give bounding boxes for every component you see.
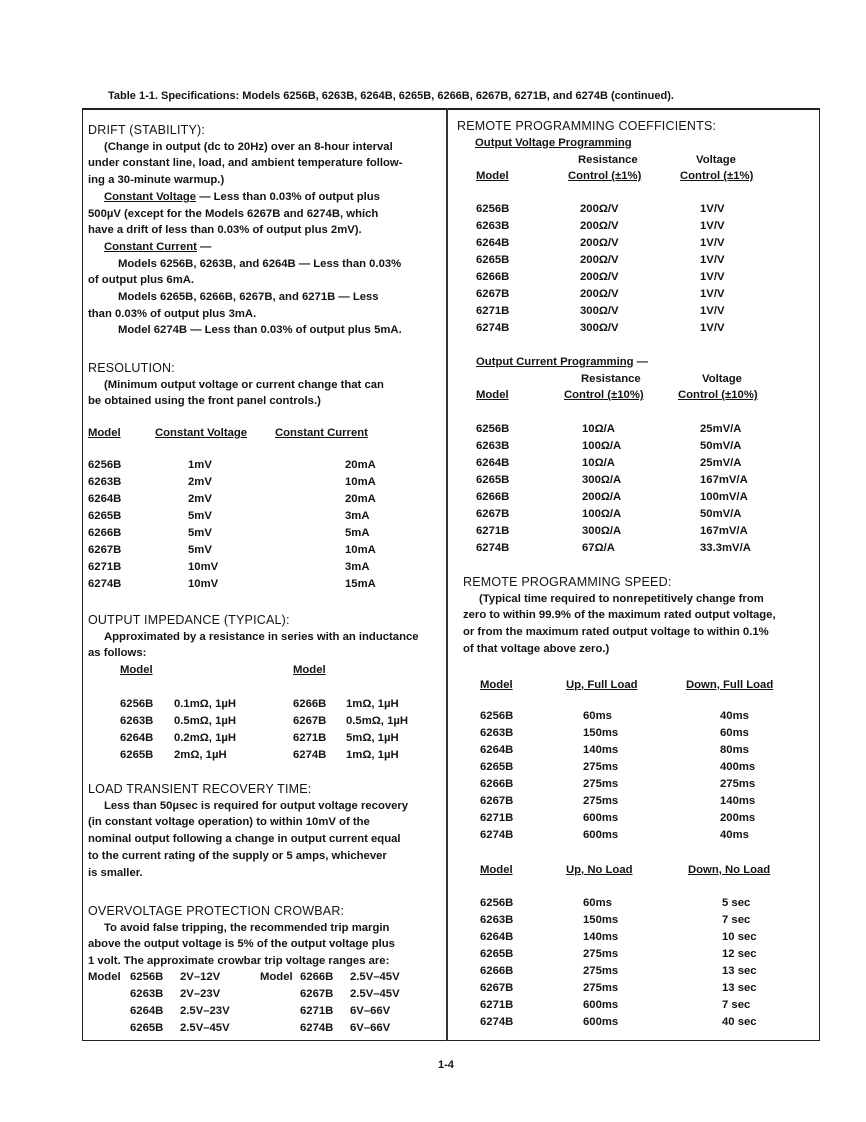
table-cell: 0.1mΩ, 1µH	[174, 698, 237, 710]
table-row	[476, 252, 816, 269]
header-down-full-load: Down, Full Load	[686, 679, 774, 691]
table-cell: 5mA	[345, 527, 370, 539]
table-cell: 6263B	[130, 988, 164, 1000]
table-cell: 6265B	[476, 254, 510, 266]
table-row	[88, 576, 438, 593]
impedance-heading: OUTPUT IMPEDANCE (TYPICAL):	[88, 613, 290, 627]
table-cell: 10mA	[345, 476, 376, 488]
table-cell: 6271B	[293, 732, 327, 744]
table-row	[480, 827, 810, 844]
table-cell: 300Ω/A	[582, 525, 622, 537]
table-row	[480, 793, 810, 810]
text-line: Model 6274B — Less than 0.03% of output plus 5mA.	[118, 324, 402, 337]
table-row	[476, 421, 816, 438]
table-cell: 0.2mΩ, 1µH	[174, 732, 237, 744]
cv-label: Constant Voltage	[104, 190, 197, 203]
header-cc: Constant Current	[275, 427, 368, 439]
text-line: 500µV (except for the Models 6267B and 6274B, which	[88, 207, 379, 220]
table-cell: 100Ω/A	[582, 508, 622, 520]
text-line: (Minimum output voltage or current change that can	[104, 378, 384, 391]
table-cell: 10 sec	[722, 931, 757, 943]
table-cell: 10mV	[188, 578, 219, 590]
text-line: Less than 50µsec is required for output voltage recovery	[104, 799, 409, 812]
header-resistance-control: Control (±1%)	[568, 170, 642, 182]
transient-section	[88, 781, 438, 881]
table-cell: 6266B	[88, 527, 122, 539]
table-cell: 167mV/A	[700, 474, 748, 486]
table-cell: 1V/V	[700, 254, 725, 266]
table-cell: 10mV	[188, 561, 219, 573]
table-row	[480, 929, 810, 946]
table-cell: 10Ω/A	[582, 457, 615, 469]
table-cell: 275ms	[583, 761, 619, 773]
crowbar-table	[88, 969, 438, 1037]
header-voltage: Voltage	[696, 154, 736, 166]
table-cell: 60ms	[583, 897, 612, 909]
table-row	[480, 708, 810, 725]
table-cell: 1V/V	[700, 220, 725, 232]
text-line: —	[196, 240, 212, 253]
text-line: — Less than 0.03% of output plus	[196, 190, 380, 203]
table-cell: 200Ω/V	[580, 203, 619, 215]
header-resistance: Resistance	[581, 373, 641, 385]
table-cell: 6264B	[476, 457, 510, 469]
table-row	[476, 438, 816, 455]
current-programming-subheading-wrap	[476, 354, 648, 371]
text-line: Models 6256B, 6263B, and 6264B — Less than 0.03%	[118, 257, 402, 270]
table-cell: 15mA	[345, 578, 376, 590]
table-cell: 1mV	[188, 459, 212, 471]
table-cell: 6265B	[476, 474, 510, 486]
table-cell: 6267B	[476, 508, 510, 520]
table-cell: 150ms	[583, 727, 619, 739]
table-row	[476, 540, 816, 557]
table-row	[476, 218, 816, 235]
table-row	[88, 457, 438, 474]
table-cell: 6263B	[88, 476, 122, 488]
table-cell: 275ms	[583, 795, 619, 807]
table-cell: 25mV/A	[700, 457, 742, 469]
table-header	[476, 387, 816, 404]
table-row	[88, 1003, 438, 1020]
table-cell: 6267B	[480, 795, 514, 807]
table-cell: 600ms	[583, 999, 619, 1011]
table-row	[88, 559, 438, 576]
text-line: (Change in output (dc to 20Hz) over an 8-hour interval	[104, 140, 393, 153]
table-row	[88, 474, 438, 491]
table-cell: 2mV	[188, 493, 212, 505]
table-cell: 12 sec	[722, 948, 757, 960]
table-cell: 6265B	[88, 510, 122, 522]
table-cell: 2.5V–45V	[180, 1022, 230, 1034]
table-row	[480, 776, 810, 793]
table-cell: 25mV/A	[700, 423, 742, 435]
table-cell: 6263B	[476, 440, 510, 452]
header-model: Model	[120, 664, 153, 676]
table-cell: 167mV/A	[700, 525, 748, 537]
table-cell: 6264B	[480, 931, 514, 943]
table-cell: 40ms	[720, 829, 749, 841]
table-cell: 200Ω/V	[580, 254, 619, 266]
table-row	[480, 963, 810, 980]
model-label: Model	[260, 971, 293, 983]
header-cv: Constant Voltage	[155, 427, 248, 439]
table-header-top	[476, 152, 816, 168]
text-line: as follows:	[88, 647, 147, 660]
table-cell: 5mV	[188, 544, 212, 556]
table-cell: 7 sec	[722, 999, 751, 1011]
table-row	[476, 523, 816, 540]
table-cell: 6274B	[476, 542, 510, 554]
table-cell: 6256B	[480, 897, 514, 909]
table-cell: 6271B	[480, 999, 514, 1011]
text-line: of output plus 6mA.	[88, 274, 195, 287]
table-cell: 6271B	[88, 561, 122, 573]
table-cell: 6256B	[476, 423, 510, 435]
table-cell: 6V–66V	[350, 1022, 391, 1034]
table-row	[476, 506, 816, 523]
table-cell: 1V/V	[700, 203, 725, 215]
speed-section	[463, 574, 818, 658]
table-cell: 6265B	[480, 761, 514, 773]
table-row	[476, 489, 816, 506]
table-row	[476, 269, 816, 286]
table-title: Table 1-1. Specifications: Models 6256B, 6263B, 6264B, 6265B, 6266B, 6267B, 6271B, and 6274B (continued).	[108, 90, 674, 102]
table-cell: 6267B	[300, 988, 334, 1000]
table-cell: 5mV	[188, 527, 212, 539]
table-cell: 6264B	[130, 1005, 164, 1017]
table-cell: 80ms	[720, 744, 749, 756]
table-row	[476, 235, 816, 252]
voltage-programming-table	[476, 152, 816, 337]
table-cell: 50mV/A	[700, 508, 742, 520]
table-cell: 600ms	[583, 812, 619, 824]
table-row	[88, 525, 438, 542]
table-cell: 6267B	[476, 288, 510, 300]
table-cell: 6271B	[480, 812, 514, 824]
table-cell: 2mΩ, 1µH	[174, 749, 227, 761]
table-cell: 6271B	[476, 305, 510, 317]
page-number: 1-4	[438, 1059, 454, 1071]
text-line: be obtained using the front panel controls.)	[88, 395, 321, 408]
table-cell: 6263B	[120, 715, 154, 727]
header-down-no-load: Down, No Load	[688, 864, 771, 876]
header-up-no-load: Up, No Load	[566, 864, 633, 876]
table-cell: 200Ω/V	[580, 271, 619, 283]
table-cell: 13 sec	[722, 982, 757, 994]
table-row	[480, 725, 810, 742]
table-cell: 0.5mΩ, 1µH	[346, 715, 409, 727]
table-cell: 6267B	[480, 982, 514, 994]
table-cell: 1V/V	[700, 288, 725, 300]
table-row	[476, 455, 816, 472]
header-model: Model	[480, 864, 513, 876]
table-row	[476, 320, 816, 337]
table-cell: 140ms	[720, 795, 756, 807]
table-row	[480, 759, 810, 776]
cc-label: Constant Current	[104, 240, 197, 253]
model-label: Model	[88, 971, 121, 983]
text-line: (Typical time required to nonrepetitively change from	[479, 592, 764, 605]
header-up-full-load: Up, Full Load	[566, 679, 638, 691]
table-row	[480, 742, 810, 759]
text-line: than 0.03% of output plus 3mA.	[88, 307, 257, 320]
table-cell: 275ms	[583, 965, 619, 977]
header-model: Model	[480, 679, 513, 691]
header-voltage-control: Control (±1%)	[680, 170, 754, 182]
table-row	[476, 303, 816, 320]
table-cell: 6263B	[480, 727, 514, 739]
speed-full-load-table	[480, 677, 810, 844]
table-row	[88, 1020, 438, 1037]
text-line: nominal output following a change in output current equal	[88, 833, 401, 846]
table-cell: 6265B	[120, 749, 154, 761]
table-cell: 1V/V	[700, 305, 725, 317]
table-row	[480, 912, 810, 929]
table-cell: 275ms	[720, 778, 756, 790]
text-line: (in constant voltage operation) to within 10mV of the	[88, 816, 370, 829]
table-cell: 140ms	[583, 744, 619, 756]
table-cell: 275ms	[583, 778, 619, 790]
table-row	[480, 980, 810, 997]
table-row	[480, 895, 810, 912]
header-resistance: Resistance	[578, 154, 638, 166]
table-cell: 200ms	[720, 812, 756, 824]
text-line: 1 volt. The approximate crowbar trip voltage ranges are:	[88, 955, 390, 968]
table-cell: 6274B	[293, 749, 327, 761]
table-cell: 6264B	[476, 237, 510, 249]
table-cell: 6263B	[480, 914, 514, 926]
speed-heading: REMOTE PROGRAMMING SPEED:	[463, 575, 672, 589]
table-cell: 2mV	[188, 476, 212, 488]
current-programming-table	[476, 371, 816, 557]
impedance-section	[88, 612, 438, 662]
table-cell: 100mV/A	[700, 491, 748, 503]
table-cell: 13 sec	[722, 965, 757, 977]
table-cell: 7 sec	[722, 914, 751, 926]
table-row	[476, 201, 816, 218]
table-header	[88, 425, 438, 442]
text-line: have a drift of less than 0.03% of output plus 2mV).	[88, 224, 362, 237]
table-cell: 3mA	[345, 510, 370, 522]
table-header-top	[476, 371, 816, 387]
text-line: is smaller.	[88, 866, 143, 879]
crowbar-heading: OVERVOLTAGE PROTECTION CROWBAR:	[88, 904, 345, 918]
table-cell: 33.3mV/A	[700, 542, 751, 554]
table-cell: 6256B	[476, 203, 510, 215]
resolution-section	[88, 360, 438, 410]
table-cell: 60ms	[583, 710, 612, 722]
table-cell: 275ms	[583, 982, 619, 994]
table-header	[476, 168, 816, 185]
table-row	[88, 491, 438, 508]
text-line: To avoid false tripping, the recommended trip margin	[104, 921, 390, 934]
resolution-heading: RESOLUTION:	[88, 361, 175, 375]
table-cell: 6264B	[88, 493, 122, 505]
text-line: Models 6265B, 6266B, 6267B, and 6271B — Less	[118, 291, 379, 304]
table-cell: 300Ω/A	[582, 474, 622, 486]
coefficients-section	[457, 118, 817, 151]
table-cell: 100Ω/A	[582, 440, 622, 452]
speed-full-load-rows	[480, 708, 810, 844]
text-line: Approximated by a resistance in series with an inductance	[104, 630, 419, 643]
table-cell: 20mA	[345, 493, 376, 505]
table-cell: 6V–66V	[350, 1005, 391, 1017]
table-row	[476, 472, 816, 489]
transient-heading: LOAD TRANSIENT RECOVERY TIME:	[88, 782, 312, 796]
table-cell: 10Ω/A	[582, 423, 615, 435]
table-cell: 6263B	[476, 220, 510, 232]
header-model: Model	[476, 170, 509, 182]
table-cell: 6274B	[300, 1022, 334, 1034]
table-cell: 5 sec	[722, 897, 751, 909]
table-cell: 1V/V	[700, 271, 725, 283]
resolution-table	[88, 425, 438, 593]
table-header	[480, 677, 810, 694]
table-cell: 275ms	[583, 948, 619, 960]
text-line: to the current rating of the supply or 5 amps, whichever	[88, 849, 387, 862]
table-cell: 0.5mΩ, 1µH	[174, 715, 237, 727]
table-row	[480, 997, 810, 1014]
table-cell: 6265B	[480, 948, 514, 960]
table-cell: 3mA	[345, 561, 370, 573]
table-cell: 150ms	[583, 914, 619, 926]
text-line: above the output voltage is 5% of the output voltage plus	[88, 938, 395, 951]
table-row	[88, 508, 438, 525]
table-cell: 6267B	[293, 715, 327, 727]
table-row	[88, 713, 438, 730]
table-row	[480, 810, 810, 827]
table-cell: 300Ω/V	[580, 322, 619, 334]
table-cell: 6274B	[88, 578, 122, 590]
table-row	[88, 986, 438, 1003]
table-cell: 600ms	[583, 829, 619, 841]
table-cell: 2V–23V	[180, 988, 221, 1000]
table-cell: 10mA	[345, 544, 376, 556]
text-line: or from the maximum rated output voltage to within 0.1%	[463, 626, 769, 639]
table-cell: 200Ω/V	[580, 220, 619, 232]
table-cell: 1V/V	[700, 322, 725, 334]
coefficients-heading: REMOTE PROGRAMMING COEFFICIENTS:	[457, 119, 717, 133]
table-row	[88, 696, 438, 713]
table-cell: 6256B	[88, 459, 122, 471]
table-row	[88, 542, 438, 559]
table-cell: 6266B	[480, 965, 514, 977]
voltage-programming-rows	[476, 201, 816, 337]
resolution-rows	[88, 457, 438, 593]
drift-heading: DRIFT (STABILITY):	[88, 123, 206, 137]
header-model: Model	[476, 389, 509, 401]
table-cell: 6266B	[300, 971, 334, 983]
text-line: of that voltage above zero.)	[463, 642, 610, 655]
table-cell: 200Ω/V	[580, 288, 619, 300]
table-cell: 6266B	[476, 271, 510, 283]
table-cell: 6266B	[480, 778, 514, 790]
table-cell: 2.5V–23V	[180, 1005, 230, 1017]
header-model: Model	[293, 664, 326, 676]
table-cell: 5mV	[188, 510, 212, 522]
table-cell: 6274B	[480, 1016, 514, 1028]
table-cell: 6274B	[480, 829, 514, 841]
table-cell: 200Ω/A	[582, 491, 622, 503]
crowbar-rows	[88, 969, 438, 1037]
speed-no-load-table	[480, 862, 810, 1031]
table-cell: 6271B	[300, 1005, 334, 1017]
table-cell: 50mV/A	[700, 440, 742, 452]
drift-section	[88, 122, 438, 339]
current-programming-subheading: Output Current Programming	[476, 356, 634, 368]
voltage-programming-subheading: Output Voltage Programming	[475, 136, 632, 149]
table-cell: 40ms	[720, 710, 749, 722]
table-cell: 6271B	[476, 525, 510, 537]
table-cell: 1mΩ, 1µH	[346, 749, 399, 761]
table-row	[480, 1014, 810, 1031]
table-cell: 6266B	[476, 491, 510, 503]
table-row	[476, 286, 816, 303]
table-cell: 40 sec	[722, 1016, 757, 1028]
table-cell: 6264B	[480, 744, 514, 756]
table-cell: 140ms	[583, 931, 619, 943]
table-row	[480, 946, 810, 963]
column-divider	[446, 108, 448, 1041]
table-cell: 20mA	[345, 459, 376, 471]
table-cell: 2.5V–45V	[350, 971, 400, 983]
speed-no-load-rows	[480, 895, 810, 1031]
table-cell: 6266B	[293, 698, 327, 710]
table-cell: 400ms	[720, 761, 756, 773]
table-row	[88, 747, 438, 764]
table-cell: 6274B	[476, 322, 510, 334]
table-cell: 1mΩ, 1µH	[346, 698, 399, 710]
table-header	[480, 862, 810, 879]
table-cell: 67Ω/A	[582, 542, 615, 554]
crowbar-section	[88, 903, 438, 970]
table-row	[88, 730, 438, 747]
current-programming-rows	[476, 421, 816, 557]
table-cell: 6256B	[130, 971, 164, 983]
header-model: Model	[88, 427, 121, 439]
table-cell: 5mΩ, 1µH	[346, 732, 399, 744]
table-row	[88, 969, 438, 986]
header-voltage-control: Control (±10%)	[678, 389, 758, 401]
table-cell: 300Ω/V	[580, 305, 619, 317]
table-cell: 200Ω/V	[580, 237, 619, 249]
header-resistance-control: Control (±10%)	[564, 389, 644, 401]
table-cell: 1V/V	[700, 237, 725, 249]
table-cell: 600ms	[583, 1016, 619, 1028]
impedance-table	[88, 662, 438, 764]
text-line: under constant line, load, and ambient temperature follow-	[88, 157, 403, 170]
header-voltage: Voltage	[702, 373, 742, 385]
impedance-rows	[88, 696, 438, 764]
table-header	[88, 662, 438, 679]
text-line: ing a 30-minute warmup.)	[88, 174, 225, 187]
table-cell: 6267B	[88, 544, 122, 556]
text-line: zero to within 99.9% of the maximum rated output voltage,	[463, 609, 776, 622]
table-cell: 60ms	[720, 727, 749, 739]
table-cell: 2V–12V	[180, 971, 221, 983]
table-cell: 6264B	[120, 732, 154, 744]
table-cell: 6256B	[120, 698, 154, 710]
text-line: —	[633, 356, 648, 368]
table-cell: 2.5V–45V	[350, 988, 400, 1000]
table-cell: 6256B	[480, 710, 514, 722]
table-cell: 6265B	[130, 1022, 164, 1034]
